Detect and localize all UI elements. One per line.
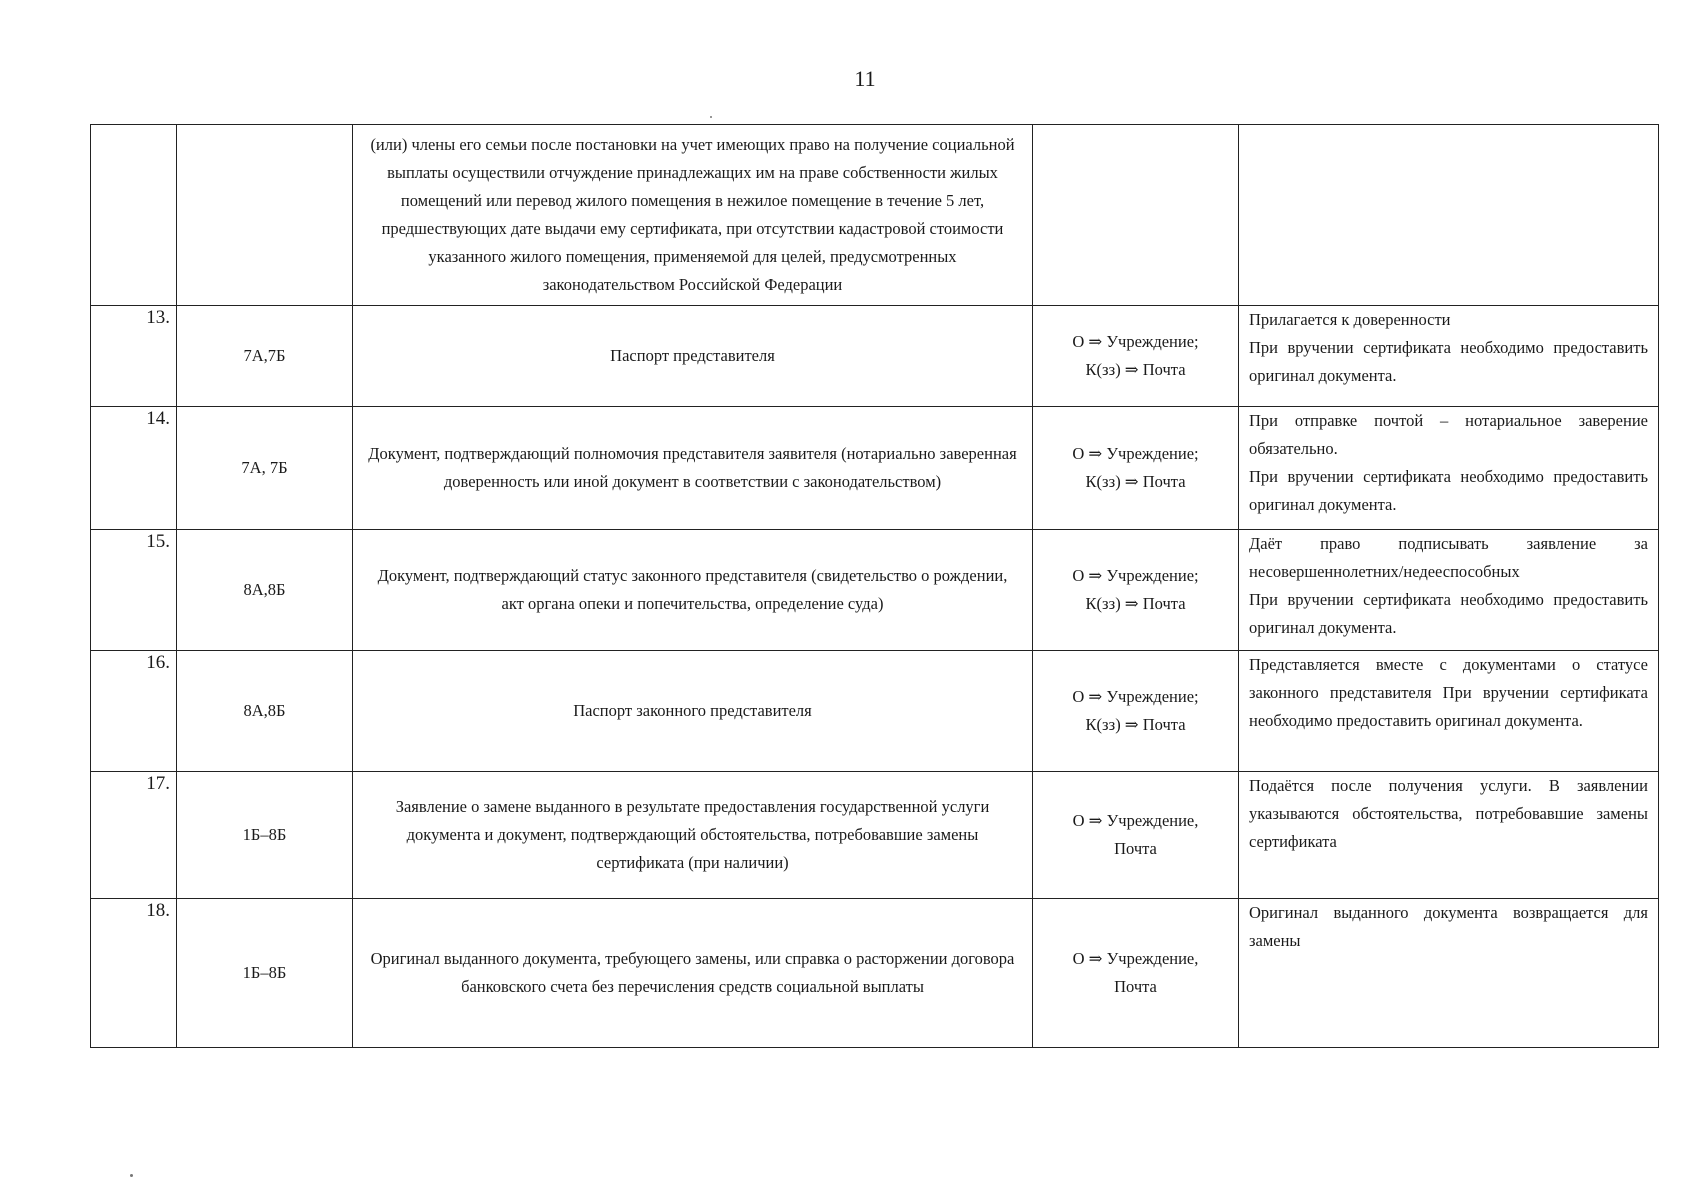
document-description: Оригинал выданного документа, требующего замены, или справка о расторжении договора банковского счета без перечисления средств социальной выплаты (353, 899, 1033, 1048)
note-line: При вручении сертификата необходимо предоставить оригинал документа. (1249, 590, 1648, 637)
document-description: Документ, подтверждающий полномочия представителя заявителя (нотариально заверенная доверенность или иной документ в соответствии с законодательством) (353, 407, 1033, 530)
note-line: Представляется вместе с документами о статусе законного представителя При вручении сертификата необходимо предоставить оригинал документа. (1249, 655, 1648, 730)
note (1239, 772, 1659, 899)
applicant-category: 8А,8Б (177, 651, 353, 772)
applicant-category: 7А,7Б (177, 306, 353, 407)
applicant-category (177, 125, 353, 306)
table-row (91, 306, 1659, 407)
method-line: О ⇒ Учреждение; (1072, 566, 1199, 585)
applicant-category: 7А, 7Б (177, 407, 353, 530)
table-row (91, 407, 1659, 530)
document-description: Паспорт представителя (353, 306, 1033, 407)
note-line: При вручении сертификата необходимо предоставить оригинал документа. (1249, 338, 1648, 385)
row-number: 13. (91, 306, 177, 407)
method-line: О ⇒ Учреждение; (1072, 687, 1199, 706)
note-line: Даёт право подписывать заявление за несовершеннолетних/недееспособных (1249, 534, 1648, 581)
table-row (91, 899, 1659, 1048)
method-line: О ⇒ Учреждение, (1072, 811, 1199, 830)
note-line: При вручении сертификата необходимо предоставить оригинал документа. (1249, 467, 1648, 514)
row-number: 15. (91, 530, 177, 651)
note-line: При отправке почтой – нотариальное заверение обязательно. (1249, 411, 1648, 458)
documents-table (90, 124, 1659, 1048)
row-number: 17. (91, 772, 177, 899)
page-number: 11 (854, 66, 876, 91)
submission-method (1033, 407, 1239, 530)
note (1239, 306, 1659, 407)
method-line: О ⇒ Учреждение; (1072, 444, 1199, 463)
document-description: Документ, подтверждающий статус законного представителя (свидетельство о рождении, акт органа опеки и попечительства, определение суда) (353, 530, 1033, 651)
table-row (91, 125, 1659, 306)
submission-method (1033, 530, 1239, 651)
note (1239, 530, 1659, 651)
note-line: Оригинал выданного документа возвращается для замены (1249, 903, 1648, 950)
note (1239, 125, 1659, 306)
row-number: 16. (91, 651, 177, 772)
row-number: 14. (91, 407, 177, 530)
table-row (91, 651, 1659, 772)
method-line: К(зз) ⇒ Почта (1085, 360, 1186, 379)
scan-speck (130, 1174, 133, 1177)
submission-method (1033, 772, 1239, 899)
table-row (91, 772, 1659, 899)
scan-speck (710, 116, 712, 118)
method-line: О ⇒ Учреждение; (1072, 332, 1199, 351)
method-line: К(зз) ⇒ Почта (1085, 715, 1186, 734)
row-number (91, 125, 177, 306)
method-line: К(зз) ⇒ Почта (1085, 472, 1186, 491)
document-description: Заявление о замене выданного в результате предоставления государственной услуги документа и документ, подтверждающий обстоятельства, потребовавшие замены сертификата (при наличии) (353, 772, 1033, 899)
method-line: Почта (1114, 977, 1157, 996)
note (1239, 651, 1659, 772)
submission-method (1033, 306, 1239, 407)
method-line: К(зз) ⇒ Почта (1085, 594, 1186, 613)
submission-method (1033, 651, 1239, 772)
document-description: (или) члены его семьи после постановки на учет имеющих право на получение социальной выплаты осуществили отчуждение принадлежащих им на праве собственности жилых помещений или перевод жилого помещения в нежилое помещение в течение 5 лет, предшествующих дате выдачи ему сертификата, при отсутствии кадастровой стоимости указанного жилого помещения, применяемой для целей, предусмотренных законодательством Российской Федерации (353, 125, 1033, 306)
applicant-category: 1Б–8Б (177, 899, 353, 1048)
note (1239, 899, 1659, 1048)
submission-method (1033, 125, 1239, 306)
table-row (91, 530, 1659, 651)
document-description: Паспорт законного представителя (353, 651, 1033, 772)
row-number: 18. (91, 899, 177, 1048)
submission-method (1033, 899, 1239, 1048)
note (1239, 407, 1659, 530)
method-line: Почта (1114, 839, 1157, 858)
applicant-category: 8А,8Б (177, 530, 353, 651)
method-line: О ⇒ Учреждение, (1072, 949, 1199, 968)
note-line: Подаётся после получения услуги. В заявлении указываются обстоятельства, потребовавшие замены сертификата (1249, 776, 1648, 851)
note-line: Прилагается к доверенности (1249, 310, 1451, 329)
applicant-category: 1Б–8Б (177, 772, 353, 899)
